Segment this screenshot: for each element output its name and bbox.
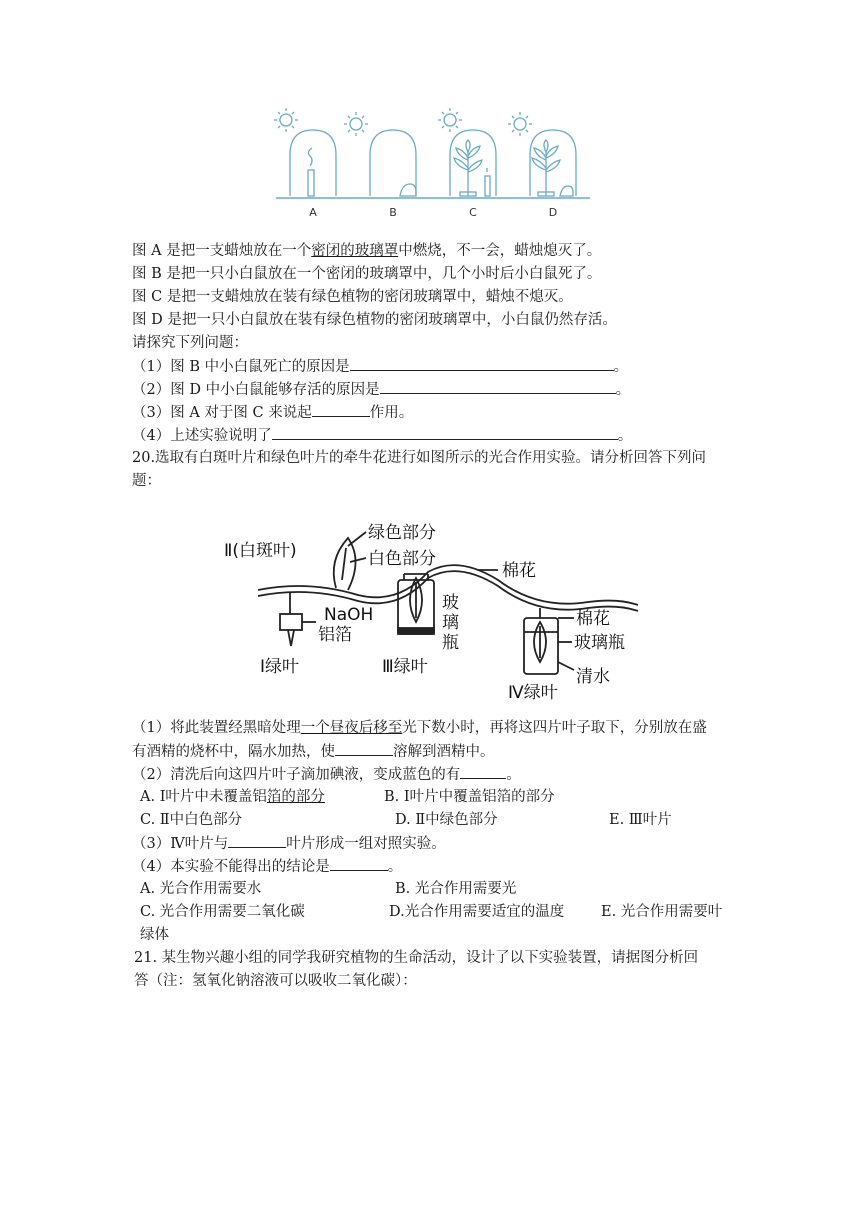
desc-a-text: 图 A 是把一支蜡烛放在一个: [132, 243, 312, 259]
q20-stem: 20.选取有白斑叶片和绿色叶片的牵牛花进行如图所示的光合作用实验。请分析回答下列问: [132, 450, 707, 466]
q20-part1-cont-text: 有酒精的烧杯中，隔水加热，使: [132, 744, 335, 760]
desc-b: 图 B 是把一只小白鼠放在一个密闭的玻璃罩中，几个小时后小白鼠死了。: [132, 266, 602, 282]
q21-stem: 21. 某生物兴趣小组的同学我研究植物的生命活动，设计了以下实验装置，请据图分析回: [134, 950, 699, 966]
label-cotton-2: 棉花: [576, 609, 610, 629]
desc-a: [132, 241, 601, 261]
q19-part4-text: （4）上述实验说明了: [132, 428, 272, 444]
desc-d: 图 D 是把一只小白鼠放在装有绿色植物的密闭玻璃罩中，小白鼠仍然存活。: [132, 312, 617, 328]
label-green-part: 绿色部分: [368, 523, 436, 543]
q20-part1-cont: [132, 741, 495, 762]
label-leaf-iii: Ⅲ绿叶: [382, 657, 428, 677]
answer-blank[interactable]: [380, 379, 616, 394]
desc-a-underlined: 密闭的玻璃罩: [311, 243, 399, 259]
sun-icon: [508, 112, 532, 136]
label-glass-bottle-vertical: 玻: [442, 593, 459, 613]
desc-a-text-end: 中燃烧，不一会，蜡烛熄灭了。: [398, 243, 602, 259]
label-glass-bottle: 玻璃瓶: [574, 633, 625, 653]
q20-option-e[interactable]: E. Ⅲ叶片: [609, 812, 672, 828]
label-glass-bottle-vertical: 璃: [442, 613, 459, 633]
label-water: 清水: [576, 667, 610, 687]
plant: [532, 140, 560, 196]
desc-c: 图 C 是把一支蜡烛放在装有绿色植物的密闭玻璃罩中，蜡烛不熄灭。: [132, 289, 573, 305]
sun-icon: [344, 112, 368, 136]
sun-icon: [274, 108, 298, 132]
bell-jar-figure: [268, 100, 598, 222]
q20-part2: [132, 764, 521, 785]
option-a-underlined: 箔的部分: [266, 789, 325, 805]
q20-option-c[interactable]: C. Ⅱ中白色部分: [140, 812, 243, 828]
answer-blank[interactable]: [228, 833, 286, 848]
q20-choice-b[interactable]: B. 光合作用需要光: [395, 881, 517, 897]
figure-label-d: D: [548, 206, 558, 219]
answer-blank[interactable]: [460, 764, 506, 779]
glass-bottle-iv: [524, 618, 558, 674]
figure-label-a: A: [309, 206, 317, 219]
period: 。: [617, 428, 633, 444]
q20-part1-underlined: 一个昼夜后移至: [300, 720, 403, 736]
q20-part4-text: （4）本实验不能得出的结论是: [132, 859, 330, 875]
q20-part2-text: （2）清洗后向这四片叶子滴加碘液，变成蓝色的有: [132, 767, 461, 783]
q20-part4: [132, 856, 402, 877]
mouse: [400, 184, 416, 196]
label-leaf-ii: Ⅱ(白斑叶): [224, 541, 297, 561]
mouse: [560, 186, 573, 196]
q20-stem-cont: 题：: [132, 473, 161, 489]
q20-option-d[interactable]: D. Ⅱ中绿色部分: [395, 812, 498, 828]
q20-choice-e[interactable]: E. 光合作用需要叶: [601, 904, 723, 920]
q19-part1-text: （1）图 B 中小白鼠死亡的原因是: [132, 359, 350, 375]
bell-jar: [290, 130, 336, 196]
q20-choice-e-cont: 绿体: [140, 927, 169, 943]
sun-icon: [438, 108, 462, 132]
candle: [308, 170, 314, 196]
q19-part4: [132, 425, 632, 446]
option-a-text: A. Ⅰ叶片中未覆盖铝: [140, 789, 267, 805]
q20-part1-text-end: 光下数小时，再将这四片叶子取下，分别放在盛: [402, 720, 707, 736]
q19-part2: [132, 379, 630, 400]
leaf-i: [288, 630, 294, 646]
q20-part3-text: （3）Ⅳ叶片与: [132, 836, 229, 852]
figure-label-c: C: [469, 206, 477, 219]
plant: [454, 140, 482, 196]
label-foil: 铝箔: [318, 625, 352, 645]
q20-part3: [132, 833, 446, 854]
answer-blank[interactable]: [272, 425, 618, 440]
q20-choice-c[interactable]: C. 光合作用需要二氧化碳: [140, 904, 305, 920]
answer-blank[interactable]: [335, 741, 393, 756]
period: 。: [387, 859, 403, 875]
q19-part3-text-end: 作用。: [369, 405, 414, 421]
answer-blank[interactable]: [330, 856, 388, 871]
q19-part3: [132, 402, 413, 423]
label-glass-bottle-vertical: 瓶: [442, 633, 459, 653]
figure-label-b: B: [389, 206, 397, 219]
period: 。: [613, 359, 629, 375]
q19-part1: [132, 356, 628, 377]
q19-part2-text: （2）图 D 中小白鼠能够存活的原因是: [132, 382, 380, 398]
answer-blank[interactable]: [350, 356, 614, 371]
period: 。: [615, 382, 631, 398]
q19-part3-text: （3）图 A 对于图 C 来说起: [132, 405, 312, 421]
answer-blank[interactable]: [312, 402, 370, 417]
q20-part3-text-end: 叶片形成一组对照实验。: [286, 836, 446, 852]
q20-choice-d[interactable]: D.光合作用需要适宜的温度: [389, 904, 565, 920]
q20-part1-text: （1）将此装置经黑暗处理: [132, 720, 301, 736]
label-naoh: NaOH: [324, 605, 374, 625]
q20-choice-a[interactable]: A. 光合作用需要水: [140, 881, 262, 897]
q21-stem-cont: 答（注：氢氧化钠溶液可以吸收二氧化碳）：: [134, 973, 417, 989]
leaf-experiment-diagram: [218, 510, 648, 706]
period: 。: [506, 767, 521, 783]
label-leaf-iv: Ⅳ绿叶: [508, 683, 558, 703]
q20-part1-cont-text-end: 溶解到酒精中。: [393, 744, 495, 760]
bell-jar: [370, 130, 416, 196]
label-cotton: 棉花: [502, 561, 536, 581]
q20-option-b[interactable]: B. Ⅰ叶片中覆盖铝箔的部分: [384, 789, 555, 805]
q20-option-a[interactable]: [140, 787, 325, 807]
q20-part1: [132, 718, 707, 738]
aluminum-foil: [280, 614, 302, 630]
candle: [485, 176, 490, 196]
label-white-part: 白色部分: [368, 549, 436, 569]
prompt: 请探究下列问题：: [132, 335, 248, 351]
label-leaf-i: Ⅰ绿叶: [260, 657, 300, 677]
